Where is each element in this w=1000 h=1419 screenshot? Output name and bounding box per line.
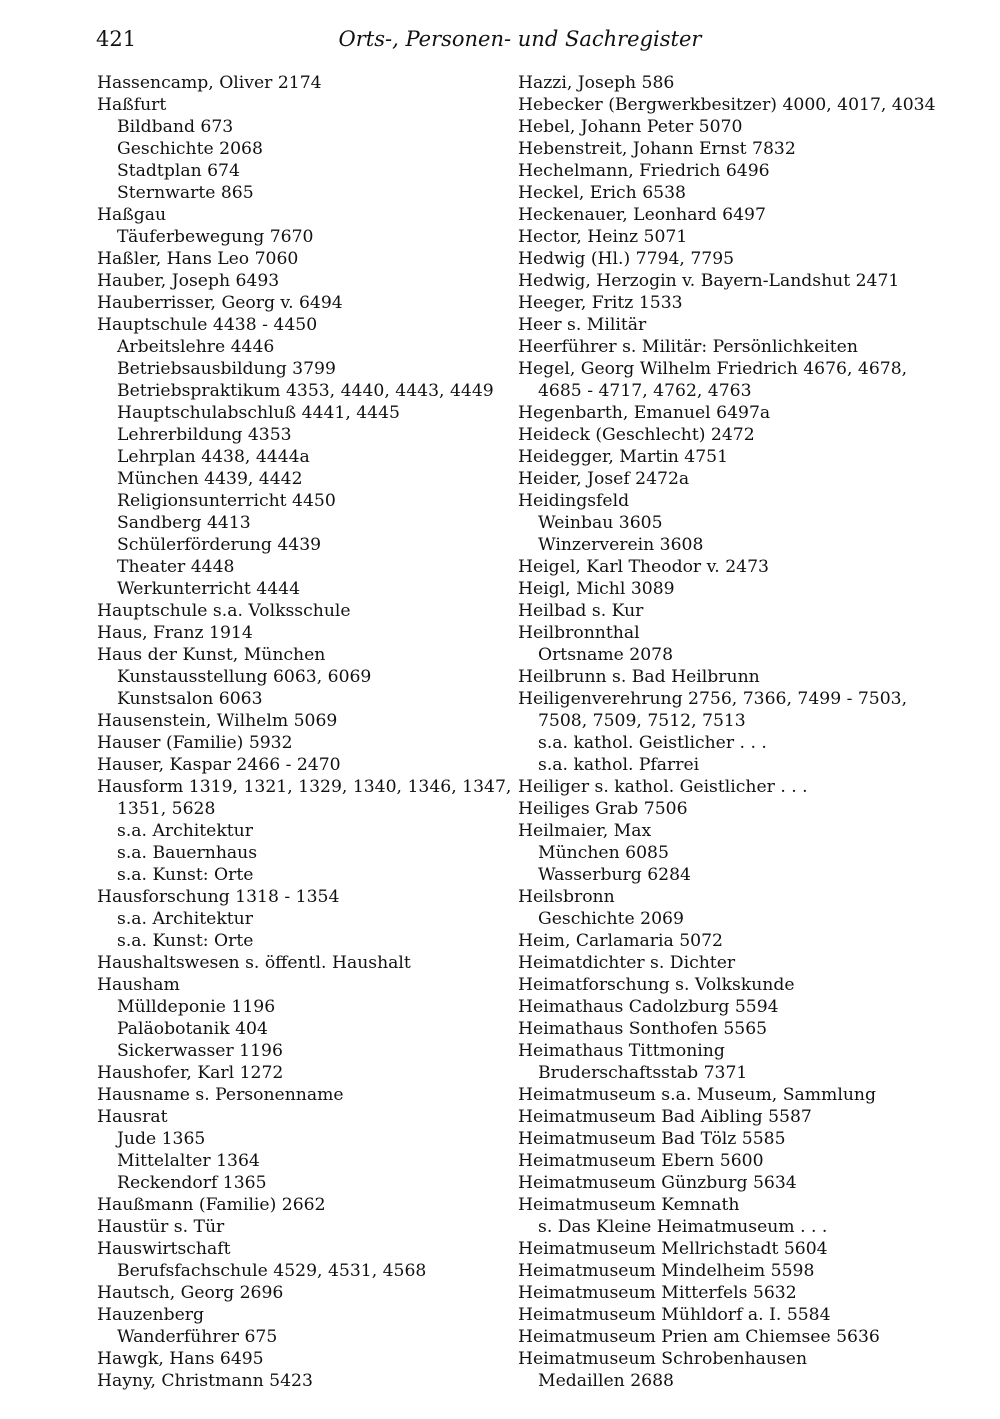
- index-subentry: Werkunterricht 4444: [117, 579, 301, 599]
- index-subentry: s.a. kathol. Geistlicher . . .: [538, 733, 767, 753]
- index-subentry: Täuferbewegung 7670: [117, 227, 314, 247]
- index-subentry: Reckendorf 1365: [117, 1173, 267, 1193]
- index-subentry: Arbeitslehre 4446: [117, 337, 275, 357]
- index-subentry: Stadtplan 674: [117, 161, 240, 181]
- index-subentry: s.a. Bauernhaus: [117, 843, 258, 863]
- index-entry: Hedwig, Herzogin v. Bayern-Landshut 2471: [518, 271, 900, 291]
- index-subentry: Schülerförderung 4439: [117, 535, 322, 555]
- index-entry: Hector, Heinz 5071: [518, 227, 688, 247]
- index-entry: Hawgk, Hans 6495: [97, 1349, 264, 1369]
- index-subentry: Geschichte 2069: [538, 909, 684, 929]
- index-entry: Heimatmuseum Mühldorf a. I. 5584: [518, 1305, 831, 1325]
- index-entry: Heeger, Fritz 1533: [518, 293, 683, 313]
- index-entry: Hauber, Joseph 6493: [97, 271, 280, 291]
- index-entry: Heidegger, Martin 4751: [518, 447, 728, 467]
- index-entry: Haßler, Hans Leo 7060: [97, 249, 299, 269]
- index-entry: Heideck (Geschlecht) 2472: [518, 425, 755, 445]
- index-entry: Hauser (Familie) 5932: [97, 733, 293, 753]
- index-entry: Haußmann (Familie) 2662: [97, 1195, 326, 1215]
- index-entry: Heckenauer, Leonhard 6497: [518, 205, 766, 225]
- index-entry: Heimatmuseum Bad Aibling 5587: [518, 1107, 812, 1127]
- index-entry: Heimatmuseum Mitterfels 5632: [518, 1283, 797, 1303]
- index-subentry: Kunstausstellung 6063, 6069: [117, 667, 372, 687]
- index-entry: Heimatmuseum Prien am Chiemsee 5636: [518, 1327, 880, 1347]
- index-entry: Hebecker (Bergwerkbesitzer) 4000, 4017, 4034: [518, 95, 936, 115]
- index-entry: Heimatmuseum Günzburg 5634: [518, 1173, 797, 1193]
- index-entry: Heilbad s. Kur: [518, 601, 644, 621]
- index-subentry: München 6085: [538, 843, 669, 863]
- index-entry: Haushofer, Karl 1272: [97, 1063, 284, 1083]
- index-entry: Heimatmuseum s.a. Museum, Sammlung: [518, 1085, 876, 1105]
- running-head: Orts-, Personen- und Sachregister: [338, 27, 702, 51]
- index-column-left: [97, 72, 512, 1392]
- index-entry: Heigel, Karl Theodor v. 2473: [518, 557, 769, 577]
- index-subentry: Sandberg 4413: [117, 513, 251, 533]
- index-subentry: Jude 1365: [117, 1129, 206, 1149]
- index-entry: Hechelmann, Friedrich 6496: [518, 161, 770, 181]
- index-subentry: Hauptschulabschluß 4441, 4445: [117, 403, 400, 423]
- index-entry: Hauptschule 4438 - 4450: [97, 315, 318, 335]
- index-entry: Heimatmuseum Ebern 5600: [518, 1151, 764, 1171]
- index-entry: Hauberrisser, Georg v. 6494: [97, 293, 343, 313]
- index-subentry: Winzerverein 3608: [538, 535, 704, 555]
- index-entry: Hauptschule s.a. Volksschule: [97, 601, 351, 621]
- index-subentry: 7508, 7509, 7512, 7513: [538, 711, 746, 731]
- index-subentry: München 4439, 4442: [117, 469, 303, 489]
- index-subentry: Bruderschaftsstab 7371: [538, 1063, 748, 1083]
- index-entry: Heimathaus Tittmoning: [518, 1041, 725, 1061]
- index-entry: Heim, Carlamaria 5072: [518, 931, 723, 951]
- index-subentry: Religionsunterricht 4450: [117, 491, 336, 511]
- index-entry: Hausrat: [97, 1107, 168, 1127]
- index-entry: Heer s. Militär: [518, 315, 647, 335]
- index-subentry: Betriebspraktikum 4353, 4440, 4443, 4449: [117, 381, 494, 401]
- index-entry: Hausforschung 1318 - 1354: [97, 887, 340, 907]
- index-subentry: s.a. Architektur: [117, 909, 253, 929]
- index-subentry: Ortsname 2078: [538, 645, 674, 665]
- index-entry: Heimatmuseum Schrobenhausen: [518, 1349, 808, 1369]
- index-subentry: Geschichte 2068: [117, 139, 263, 159]
- index-entry: Heilbrunn s. Bad Heilbrunn: [518, 667, 760, 687]
- index-entry: Heimatmuseum Mellrichstadt 5604: [518, 1239, 828, 1259]
- index-entry: Hegel, Georg Wilhelm Friedrich 4676, 4678,: [518, 359, 908, 379]
- index-entry: Hausform 1319, 1321, 1329, 1340, 1346, 1347,: [97, 777, 512, 797]
- index-entry: Hauswirtschaft: [97, 1239, 231, 1259]
- index-entry: Heimatmuseum Kemnath: [518, 1195, 740, 1215]
- index-entry: Heilbronnthal: [518, 623, 640, 643]
- index-entry: Haustür s. Tür: [97, 1217, 225, 1237]
- index-subentry: s. Das Kleine Heimatmuseum . . .: [538, 1217, 828, 1237]
- index-entry: Hedwig (Hl.) 7794, 7795: [518, 249, 735, 269]
- index-subentry: Sternwarte 865: [117, 183, 254, 203]
- index-subentry: Kunstsalon 6063: [117, 689, 263, 709]
- index-subentry: Mittelalter 1364: [117, 1151, 260, 1171]
- page-number: 421: [96, 27, 137, 51]
- index-subentry: s.a. Kunst: Orte: [117, 865, 254, 885]
- index-entry: Hebel, Johann Peter 5070: [518, 117, 743, 137]
- index-entry: Heilmaier, Max: [518, 821, 652, 841]
- index-column-right: [518, 72, 936, 1392]
- index-subentry: Paläobotanik 404: [117, 1019, 268, 1039]
- index-entry: Heerführer s. Militär: Persönlichkeiten: [518, 337, 858, 357]
- index-entry: Heidingsfeld: [518, 491, 630, 511]
- index-subentry: 4685 - 4717, 4762, 4763: [538, 381, 752, 401]
- index-entry: Haus der Kunst, München: [97, 645, 326, 665]
- index-subentry: Berufsfachschule 4529, 4531, 4568: [117, 1261, 427, 1281]
- index-entry: Hegenbarth, Emanuel 6497a: [518, 403, 771, 423]
- index-entry: Hauzenberg: [97, 1305, 204, 1325]
- index-subentry: s.a. Kunst: Orte: [117, 931, 254, 951]
- index-subentry: Weinbau 3605: [538, 513, 663, 533]
- index-entry: Hayny, Christmann 5423: [97, 1371, 313, 1391]
- index-entry: Heiligenverehrung 2756, 7366, 7499 - 7503,: [518, 689, 908, 709]
- index-entry: Hausname s. Personenname: [97, 1085, 344, 1105]
- index-subentry: Mülldeponie 1196: [117, 997, 276, 1017]
- index-subentry: s.a. kathol. Pfarrei: [538, 755, 700, 775]
- index-entry: Heimatmuseum Bad Tölz 5585: [518, 1129, 786, 1149]
- index-entry: Haßfurt: [97, 95, 167, 115]
- index-subentry: 1351, 5628: [117, 799, 216, 819]
- index-subentry: Betriebsausbildung 3799: [117, 359, 336, 379]
- index-subentry: Wanderführer 675: [117, 1327, 278, 1347]
- index-entry: Heigl, Michl 3089: [518, 579, 675, 599]
- index-entry: Heimatmuseum Mindelheim 5598: [518, 1261, 815, 1281]
- index-entry: Heider, Josef 2472a: [518, 469, 690, 489]
- index-subentry: Medaillen 2688: [538, 1371, 674, 1391]
- index-subentry: Lehrerbildung 4353: [117, 425, 292, 445]
- index-entry: Haushaltswesen s. öffentl. Haushalt: [97, 953, 411, 973]
- index-subentry: Lehrplan 4438, 4444a: [117, 447, 310, 467]
- index-subentry: Wasserburg 6284: [538, 865, 691, 885]
- index-entry: Heiliges Grab 7506: [518, 799, 688, 819]
- index-entry: Hauser, Kaspar 2466 - 2470: [97, 755, 341, 775]
- index-entry: Hautsch, Georg 2696: [97, 1283, 284, 1303]
- index-entry: Haßgau: [97, 205, 167, 225]
- index-entry: Hebenstreit, Johann Ernst 7832: [518, 139, 796, 159]
- index-entry: Heilsbronn: [518, 887, 615, 907]
- index-entry: Hazzi, Joseph 586: [518, 73, 675, 93]
- index-entry: Haus, Franz 1914: [97, 623, 253, 643]
- index-entry: Heckel, Erich 6538: [518, 183, 686, 203]
- index-subentry: s.a. Architektur: [117, 821, 253, 841]
- index-entry: Hausenstein, Wilhelm 5069: [97, 711, 338, 731]
- index-entry: Heimatforschung s. Volkskunde: [518, 975, 795, 995]
- index-subentry: Sickerwasser 1196: [117, 1041, 283, 1061]
- index-entry: Heimathaus Cadolzburg 5594: [518, 997, 779, 1017]
- index-entry: Heiliger s. kathol. Geistlicher . . .: [518, 777, 808, 797]
- index-entry: Heimathaus Sonthofen 5565: [518, 1019, 768, 1039]
- index-entry: Heimatdichter s. Dichter: [518, 953, 736, 973]
- index-entry: Hausham: [97, 975, 180, 995]
- index-subentry: Theater 4448: [117, 557, 235, 577]
- index-subentry: Bildband 673: [117, 117, 234, 137]
- index-entry: Hassencamp, Oliver 2174: [97, 73, 322, 93]
